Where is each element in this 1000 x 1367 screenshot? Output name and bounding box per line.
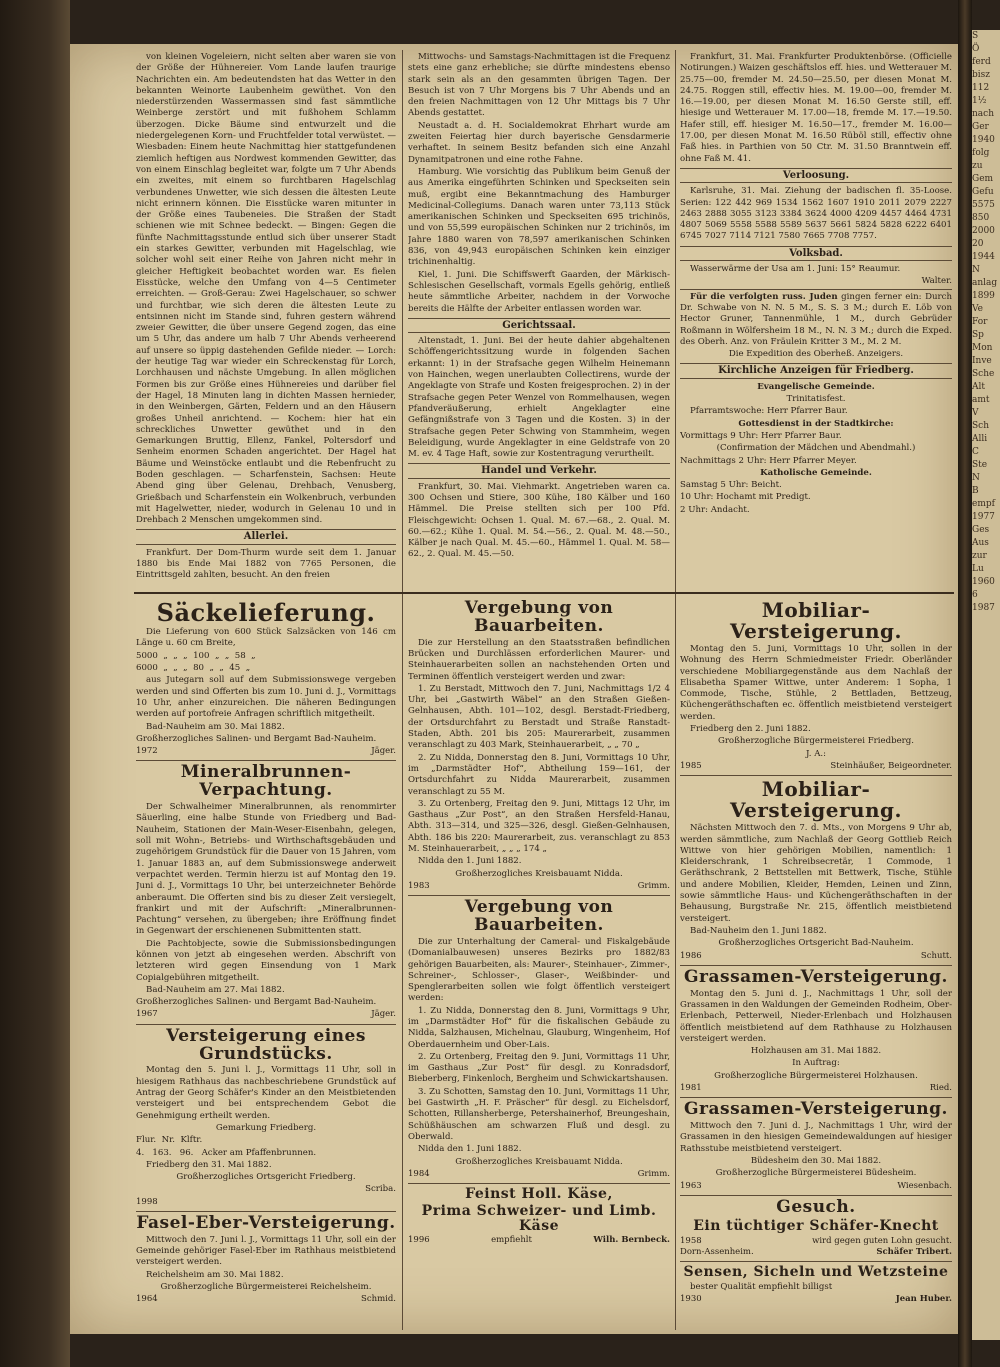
ad-fasel bbox=[136, 1215, 396, 1309]
fragment: S bbox=[972, 31, 979, 41]
ad-mobiliar-2 bbox=[680, 779, 952, 966]
fragment: Ges bbox=[972, 525, 990, 535]
ad-heading: Gesuch. bbox=[776, 1196, 856, 1217]
fragment: Ger bbox=[972, 122, 989, 132]
column-2-news bbox=[408, 52, 670, 600]
volksbad-heading: Volksbad. bbox=[680, 246, 952, 261]
ad-item: 1. Zu Nidda, Donnerstag den 8. Juni, Vormittags 9 Uhr, im „Darmstädter Hof“ für die fiskalischen Gebäude zu Nidda, Salzhausen, Michelnau, Glauburg, Wingenheim, Hof Oberdauernheim und Ober-Lais. bbox=[408, 1005, 670, 1050]
ad-signature: Großherzogliche Bürgermeisterei Büdesheim. bbox=[715, 1168, 917, 1179]
kath-line: 2 Uhr: Andacht. bbox=[680, 504, 750, 515]
fragment: Gem bbox=[972, 174, 994, 184]
ad-date: Friedberg den 31. Mai 1882. bbox=[146, 1159, 272, 1170]
ad-date: Bad-Nauheim den 1. Juni 1882. bbox=[690, 925, 827, 936]
ad-grassamen-2 bbox=[680, 1101, 952, 1196]
fragment: 6 bbox=[972, 590, 978, 600]
ad-signature: Großherzogliches Ortsgericht Bad-Nauheim. bbox=[718, 938, 914, 949]
ad-name: Scriba. bbox=[365, 1184, 396, 1195]
fragment: zur bbox=[972, 551, 987, 561]
fragment: 1977 bbox=[972, 512, 995, 522]
fragment: 1960 bbox=[972, 577, 995, 587]
ad-number: 1972 bbox=[136, 746, 158, 757]
ad-item: 2. Zu Nidda, Donnerstag den 8. Juni, Vormittags 10 Uhr, im „Darmstädter Hof“, Abtheilung 159—161, der Ortsdurchfahrt zu Nidda Maurerarbeit, zusammen veranschlagt zu 55 M. bbox=[408, 752, 670, 797]
ad-item: 2. Zu Ortenberg, Freitag den 9. Juni, Vormittags 11 Uhr, im Gasthaus „Zur Post“ für desgl. zu Konradsdorf, Bieberberg, Finkenloch, Bergheim und Schwickartshausen. bbox=[408, 1051, 670, 1085]
fragment: Sche bbox=[972, 369, 995, 379]
news-paragraph: Kiel, 1. Juni. Die Schiffswerft Gaarden, der Märkisch-Schlesischen Gesellschaft, vormals Egells gehörig, entließ heute sämmtliche Arbeiter, nachdem in der Vorwoche bereits die Hälfte der Arbeiter entlassen worden war. bbox=[408, 269, 670, 314]
fragment: 1987 bbox=[972, 603, 995, 613]
fragment: 850 bbox=[972, 213, 990, 223]
ad-bauarbeiten-1 bbox=[408, 600, 670, 896]
ad-date: Nidda den 1. Juni 1882. bbox=[418, 1144, 522, 1155]
ad-heading: Vergebung von Bauarbeiten. bbox=[464, 598, 614, 636]
ad-heading: Mobiliar-Versteigerung. bbox=[729, 777, 903, 823]
fragment: Alli bbox=[972, 434, 988, 444]
news-paragraph: Mittwochs- und Samstags-Nachmittagen ist die Frequenz stets eine ganz erhebliche; sie dürfte mindestens ebenso stark sein als an den gesammten übrigen Tagen. Der Besuch ist von 7 Uhr Morgens bis 7 Uhr Abends und an den freien Nachmittagen von 12 Uhr Mittags bis 7 Uhr Abends gestattet. bbox=[408, 52, 670, 119]
allerlei-text: Frankfurt. Der Dom-Thurm wurde seit dem 1. Januar 1880 bis Ende Mai 1882 von 7765 Personen, die Eintrittsgeld zahlten, besucht. An den freien bbox=[136, 547, 396, 581]
ad-signature: Großherzogliches Kreisbauamt Nidda. bbox=[455, 868, 623, 879]
fragment: Inve bbox=[972, 356, 992, 366]
ad-date: Bad-Nauheim am 27. Mai 1882. bbox=[146, 984, 285, 995]
ad-table-row: 4. 163. 96. Acker am Pfaffenbrunnen. bbox=[136, 1147, 317, 1158]
ad-signature: Großherzogliche Bürgermeisterei Holzhausen. bbox=[714, 1070, 918, 1081]
ad-text: Mittwoch den 7. Juni d. J., Nachmittags 1 Uhr, wird der Grassamen in den hiesigen Gemeindewaldungen auf hiesiger Rathsstube meistbietend versteigert. bbox=[680, 1121, 952, 1154]
kath-line: 10 Uhr: Hochamt mit Predigt. bbox=[680, 492, 811, 503]
ad-item: 3. Zu Schotten, Samstag den 10. Juni, Vormittags 11 Uhr, bei Gastwirth „H. F. Präscher“ für desgl. zu Eichelsdorf, Schotten, Rillansherberge, Petershainerhof, Breungeshain, Schüßhäuschen am schwarzen Fluß und desgl. zu Oberwald. bbox=[408, 1086, 670, 1142]
book-binding-left bbox=[0, 0, 70, 1367]
news-paragraph: Neustadt a. d. H. Socialdemokrat Ehrhart wurde am zweiten Feiertag hier durch bayerische Gensdarmerie verhaftet. In seinem Besitz befanden sich eine Anzahl Dynamitpatronen und eine rothe Fahne. bbox=[408, 120, 670, 165]
fragment: Sp bbox=[972, 330, 984, 340]
trinitatis: Trinitatisfest. bbox=[786, 394, 846, 405]
ad-date: Reichelsheim am 30. Mai 1882. bbox=[146, 1269, 284, 1280]
ad-name: Grimm. bbox=[637, 880, 670, 891]
fragment: nach bbox=[972, 109, 994, 119]
ad-number: 1967 bbox=[136, 1009, 158, 1020]
fragment: 2000 bbox=[972, 226, 995, 236]
fragment: Mon bbox=[972, 343, 993, 353]
ad-heading: Versteigerung eines Grundstücks. bbox=[166, 1025, 366, 1064]
fragment: 112 bbox=[972, 83, 990, 93]
ad-auftrag: In Auftrag: bbox=[792, 1058, 840, 1069]
fragment: 1944 bbox=[972, 252, 995, 262]
ad-signature: Großherzogliche Bürgermeisterei Friedberg. bbox=[717, 736, 915, 747]
fragment: V bbox=[972, 408, 979, 418]
fragment: zu bbox=[972, 161, 983, 171]
fragment: 1940 bbox=[972, 135, 995, 145]
ad-text: Die Lieferung von 600 Stück Salzsäcken von 146 cm Länge u. 60 cm Breite, bbox=[136, 627, 396, 649]
juden-signature: Die Expedition des Oberheß. Anzeigers. bbox=[728, 349, 904, 360]
ad-signature: Großherzogliches Salinen- und Bergamt Bad-Nauheim. bbox=[136, 997, 377, 1008]
fragment: N bbox=[972, 473, 980, 483]
gerichtssaal-text: Altenstadt, 1. Juni. Bei der heute dahier abgehaltenen Schöffengerichtssitzung wurde in folgenden Sachen erkannt: 1) in der Strafsache gegen Wilhelm Heinemann von Hainchen, wegen unerlaubten Collectirens, wurde der Angeklagte von Strafe und Kosten freigesprochen. 2) in der Strafsache gegen Peter Wenzel von Rommelhausen, wegen Pfandveräußerung, erhielt Angeklagter eine Gefängnißstrafe von 3 Tagen und die Kosten. 3) in der Strafsache gegen Peter Schwing von Stammheim, wegen Beleidigung, wurde Angeklagter in eine Geldstrafe von 20 M. ev. 4 Tage Haft, sowie zur Kostentragung verurtheilt. bbox=[408, 336, 670, 460]
ad-name: Schutt. bbox=[920, 950, 952, 961]
fragment: 20 bbox=[972, 239, 984, 249]
ad-text: Nächsten Mittwoch den 7. d. Mts., von Morgens 9 Uhr ab, werden sämmtliche, zum Nachlaß der Georg Gottlieb Reich Wittwe von hier gehörigen Mobilien, namentlich: 1 Kleiderschrank, 1 Schreibsecretär, 1 Commode, 1 Geräthschrank, 2 Bettstellen mit Bettwerk, Tische, Stühle und andere Mobilien, Kleider, Hemden, Leinen und Zinn, sowie sämmtliche Haus- und Küchengeräthschaften in der Behausung, Burgstraße Nr. 215, öffentlich meistbietend versteigert. bbox=[680, 823, 952, 924]
gottesdienst: Gottesdienst in der Stadtkirche: bbox=[738, 418, 894, 429]
ad-place: Dorn-Assenheim. bbox=[680, 1246, 754, 1257]
ad-text: bester Qualität empfiehlt billigst bbox=[690, 1281, 833, 1292]
ad-heading: Säckelieferung. bbox=[156, 598, 376, 627]
ad-text: Montag den 5. Juni d. J., Nachmittags 1 Uhr, soll der Grassamen in den Waldungen der Gemeinden Rodheim, Ober-Erlenbach, Petterweil, Nieder-Erlenbach und Holzhausen öffentlich meistbietend auf dem Rathhause zu Holzhausen versteigert werden. bbox=[680, 988, 952, 1044]
ad-name: Schmid. bbox=[361, 1294, 396, 1305]
volksbad-signature: Walter. bbox=[921, 276, 952, 287]
column-3-ads bbox=[680, 598, 952, 1328]
ad-text: Montag den 5. Juni, Vormittags 10 Uhr, sollen in der Wohnung des Herrn Schmiedmeister Friedr. Oberländer verschiedene Mobiliargegenstände aus dem Nachlaß der Elisabetha Spamer Wittwe, unter Anderem: 1 Sopha, 1 Commode, Tische, Stühle, 2 Bettladen, Bettzeug, Küchengeräthschaften ec. öffentlich meistbietend versteigert werden. bbox=[680, 644, 952, 722]
ad-number: 1930 bbox=[680, 1294, 702, 1305]
ad-name: Wilh. Bernbeck. bbox=[593, 1235, 670, 1246]
ad-number: 1983 bbox=[408, 880, 430, 891]
fragment: B bbox=[972, 486, 979, 496]
ad-line: 5000 „ „ „ 100 „ „ 58 „ bbox=[136, 650, 256, 661]
fragment: Ö bbox=[972, 44, 980, 54]
ad-gemarkung: Gemarkung Friedberg. bbox=[215, 1122, 317, 1133]
column-3-news bbox=[680, 52, 952, 600]
ad-number: 1963 bbox=[680, 1180, 702, 1191]
ad-signature: Großherzogliches Ortsgericht Friedberg. bbox=[176, 1172, 356, 1183]
news-paragraph: Hamburg. Wie vorsichtig das Publikum beim Genuß der aus Amerika eingeführten Schinken und Speckseiten sein muß, ergibt eine Bekanntmachung des Hamburger Medicinal-Collegiums. Danach waren unter 73,113 Stück amerikanischen Schinken und Speckseiten 695 trichinös, und von 55,599 europäischen Schinken nur 2 trichinös, im Jahre 1880 waren von 78,597 amerikanischen Schinken 836, von 49,943 europäischen Schinken kein einziger trichinenhaltig. bbox=[408, 166, 670, 268]
fragment: ferd bbox=[972, 57, 991, 67]
ad-name: Wiesenbach. bbox=[897, 1180, 952, 1191]
ad-text: Die Pachtobjecte, sowie die Submissionsbedingungen können von jetzt ab eingesehen werden. Abschrift von letzteren wird gegen Einsendung von 1 Mark Copialgebühren mitgetheilt. bbox=[136, 938, 396, 983]
juden-text: gingen ferner ein: Durch Dr. Schwabe von N. N. 5 M., S. S. 3 M.; durch E. Löb von Hector Gruner, Tannenmühle, 1 M., durch Gebrüder Roßmann in Wölfersheim 18 M., N. N. 3 M.; durch die Exped. des Oberh. Anz. von Fräulein Kritter 3 M., M. 2 M. bbox=[680, 291, 952, 347]
newspaper-page bbox=[70, 44, 958, 1334]
ad-heading: Sensen, Sicheln und Wetzsteine bbox=[683, 1264, 949, 1281]
weather-report: von kleinen Vogeleiern, nicht selten aber waren sie von der Größe der Hühnereier. Vom Lande laufen traurige Nachrichten ein. Am bedeutendsten hat das Wetter in den bekannten Weinorte Laubenheim gewüthet. Von den niederstürzenden Wassermassen sind fast sämmtliche Weinberge zerstört und mit fußhohem Schlamm überzogen. Dicke Bäume sind entwurzelt und die niedergelegenen Korn- und Fruchtfelder total verwüstet. — Wiesbaden: Einem heute Nachmittag hier stattgefundenen ziemlich heftigen aus Nordwest kommenden Gewitter, das von einem Einschlag begleitet war, folgte um 7 Uhr Abends ein zweites, mit einem so furchtbaren Hagelschlag verbundenes Unwetter, wie sich dessen die ältesten Leute nicht erinnern können. Die Eisstücke waren mitunter in der Größe eines Taubeneies. Die Straßen der Stadt schienen wie mit Schnee bedeckt. — Bingen: Gegen die fünfte Nachmittagsstunde entlud sich über unserer Stadt ein starkes Gewitter, verbunden mit Hagelschlag, wie solcher wohl seit einer Reihe von Jahren nicht mehr in gleicher Heftigkeit beobachtet worden war. Es fielen Eisstücke, welche den Umfang von 4—5 Centimeter erreichten. — Groß-Gerau: Zwei Hagelschauer, so schwer und furchtbar, wie sich deren die ältesten Leute zu entsinnen nicht im Stande sind, fuhren gestern während zweier Gewitter, die über unsere Gegend zogen, das eine um 5 Uhr, das andere um halb 7 Uhr Abends verheerend auf unsere so üppig dastehenden Gefilde nieder. — Lorch: der heutige Tag war wieder ein Schreckenstag für Lorch, Lorchhausen und nächste Umgebung. In allen möglichen Formen bis zur Größe eines Hühnereies und darüber fiel der Hagel, 18 Minuten lang in dichten Massen hernieder, in den Weinbergen, Gärten, Feldern und an den Häusern großes Unheil anrichtend. — Kochem: hier hat ein schreckliches Unwetter gewüthet und in den Gemarkungen Bruttig, Ellenz, Fankel, Poltersdorf und Senheim enormen Schaden angerichtet. Der Hagel hat Bäume und Weinstöcke entlaubt und die Rebenfrucht zu Boden geschlagen. — Scharfenstein, Sachsen: Heute Abend ging über Gelenau, Drehbach, Venusberg, Grießbach und Scharfenstein ein Wolkenbruch, verbunden mit Hagelwetter, nieder, wodurch in Gelenau 10 und in Drehbach 2 Menschen umgekommen sind. bbox=[136, 52, 396, 526]
ad-date: Holzhausen am 31. Mai 1882. bbox=[750, 1046, 882, 1057]
column-2-ads bbox=[408, 598, 670, 1328]
ad-heading: Feinst Holl. Käse, bbox=[465, 1186, 613, 1203]
pfarramt: Pfarramtswoche: Herr Pfarrer Baur. bbox=[690, 406, 848, 417]
ad-text: Die zur Unterhaltung der Cameral- und Fiskalgebäude (Domanialbauwesen) unseres Bezirks pro 1882/83 gehörigen Bauarbeiten, als: Maurer-, Steinhauer-, Zimmer-, Schreiner-, Schlosser-, Glaser-, Weißbinder- und Spenglerarbeiten sollen wie folgt öffentlich versteigert werden: bbox=[408, 936, 670, 1004]
fragment: N bbox=[972, 265, 980, 275]
kath-line: Samstag 5 Uhr: Beicht. bbox=[680, 480, 782, 491]
column-rule bbox=[402, 50, 403, 1330]
ad-number: 1985 bbox=[680, 760, 702, 771]
ad-ia: J. A.: bbox=[805, 748, 827, 759]
ad-name: Schäfer Tribert. bbox=[876, 1246, 952, 1257]
ad-number: 1958 bbox=[680, 1235, 702, 1246]
fragment: Lu bbox=[972, 564, 984, 574]
ad-date: Büdesheim den 30. Mai 1882. bbox=[750, 1156, 882, 1167]
gerichtssaal-heading: Gerichtssaal. bbox=[408, 318, 670, 333]
fragment: Ste bbox=[972, 460, 988, 470]
ad-signature: Großherzogliches Kreisbauamt Nidda. bbox=[455, 1156, 623, 1167]
fragment: Sch bbox=[972, 421, 990, 431]
fragment: For bbox=[972, 317, 988, 327]
ad-sensen bbox=[680, 1265, 952, 1308]
ad-text: Der Schwalheimer Mineralbrunnen, als renommirter Säuerling, eine halbe Stunde von Friedberg und Bad-Nauheim, Stationen der Main-Weser-Eisenbahn, gelegen, soll mit Wohn-, Betriebs- und Wirthschaftsgebäuden und zugehörigem Grundstück für die Dauer von 15 Jahren, vom 1. Januar 1883 an, auf dem Submissionswege anderweit verpachtet werden. Termin hierzu ist auf Montag den 19. Juni d. J., Vormittags 10 Uhr, bei unterzeichneter Behörde anberaumt. Die Offerten sind bis zu dieser Zeit versiegelt, frankirt und mit der Aufschrift: „Mineralbrunnen-Pachtung“ versehen, zu übergeben; ihre Eröffnung findet in Gegenwart der erschienenen Submittenten statt. bbox=[136, 802, 396, 937]
fragment: amt bbox=[972, 395, 990, 405]
column-rule bbox=[675, 50, 676, 1330]
juden-heading: Für die verfolgten russ. Juden bbox=[690, 291, 838, 302]
ad-date: Nidda den 1. Juni 1882. bbox=[418, 856, 522, 867]
ad-gesuch bbox=[680, 1196, 952, 1262]
book-gutter bbox=[958, 0, 972, 1367]
ad-number: 1984 bbox=[408, 1168, 430, 1179]
fragment: Gefu bbox=[972, 187, 994, 197]
handel-text: Frankfurt, 30. Mai. Viehmarkt. Angetrieben waren ca. 300 Ochsen und Stiere, 300 Kühe, 180 Kälber und 160 Hämmel. Die Preise stellten sich per 100 Pfd. Fleischgewicht: Ochsen 1. Qual. M. 67.—68., 2. Qual. M. 60.—62.; Kühe 1. Qual. M. 54.—56., 2. Qual. M. 48.—50., Kälber je nach Qual. M. 45.—60., Hämmel 1. Qual. M. 58—62., 2. Qual. M. 45.—50. bbox=[408, 481, 670, 560]
ad-name: Ried. bbox=[929, 1083, 952, 1094]
fragment: Alt bbox=[972, 382, 985, 392]
ad-date: Bad-Nauheim am 30. Mai 1882. bbox=[146, 721, 285, 732]
ad-date: Friedberg den 2. Juni 1882. bbox=[690, 724, 811, 735]
fragment: 1½ bbox=[972, 96, 987, 106]
fragment: Ve bbox=[972, 304, 983, 314]
ad-note: empfiehlt bbox=[491, 1235, 532, 1246]
ad-heading: Fasel-Eber-Versteigerung. bbox=[136, 1213, 396, 1234]
ad-mineral bbox=[136, 764, 396, 1024]
column-1-news bbox=[136, 52, 396, 600]
ad-text: wird gegen guten Lohn gesucht. bbox=[812, 1235, 952, 1246]
ad-table-header: Flur. Nr. Klftr. bbox=[136, 1135, 203, 1146]
ad-name: Jean Huber. bbox=[895, 1294, 952, 1305]
confirmation: (Confirmation der Mädchen und Abendmahl.) bbox=[716, 443, 916, 454]
ad-subheading: Ein tüchtiger Schäfer-Knecht bbox=[693, 1217, 939, 1234]
verloosung-heading: Verloosung. bbox=[680, 168, 952, 183]
ad-number: 1986 bbox=[680, 950, 702, 961]
ad-heading: Mineralbrunnen-Verpachtung. bbox=[180, 762, 352, 801]
ad-kaese bbox=[408, 1187, 670, 1249]
evang-heading: Evangelische Gemeinde. bbox=[757, 381, 875, 392]
ad-text: aus Jutegarn soll auf dem Submissionswege vergeben werden und sind Offerten bis zum 10. Juni d. J., Vormittags 10 Uhr, anher einzureichen. Die näheren Bedingungen werden auf portofreie Anfragen schriftlich mitgetheilt. bbox=[136, 675, 396, 720]
ad-name: Steinhäußer, Beigeordneter. bbox=[830, 760, 952, 771]
produkten-text: Frankfurt, 31. Mai. Frankfurter Produktenbörse. (Officielle Notirungen.) Waizen geschäftslos eff. hies. und Wetterauer M. 25.75—00, fremder M. 24.50—25.50, per diesen Monat M. 24.75. Roggen still, effectiv hies. M. 19.00—00, fremder M. 16.—19.00, per diesen Monat M. 16.50 Gerste still, eff. hiesige und Wetterauer M. 17.00—18, fremde M. 17.—19.50. Hafer still, eff. hiesiger M. 16.50—17., fremder M. 16.00—17.00, per diesen Monat M. 16.50 Rüböl still, effectiv ohne Faß hies. in Parthien von 50 Ctr. M. 31.50 Branntwein eff. ohne Faß M. 41. bbox=[680, 52, 952, 164]
next-page-edge bbox=[972, 30, 1000, 1340]
fragment: bisz bbox=[972, 70, 990, 80]
fragment: C bbox=[972, 447, 979, 457]
ad-mobiliar-1 bbox=[680, 600, 952, 776]
allerlei-heading: Allerlei. bbox=[136, 529, 396, 544]
fragment: 1899 bbox=[972, 291, 995, 301]
ad-number: 1996 bbox=[408, 1235, 430, 1246]
ad-name: Jäger. bbox=[371, 746, 396, 757]
column-1-ads bbox=[136, 598, 396, 1328]
ad-signature: Großherzogliche Bürgermeisterei Reichelsheim. bbox=[160, 1282, 372, 1293]
ad-name: Jäger. bbox=[371, 1009, 396, 1020]
fragment: 5575 bbox=[972, 200, 995, 210]
fragment: empf bbox=[972, 499, 995, 509]
ad-text: Die zur Herstellung an den Staatsstraßen befindlichen Brücken und Durchlässen erforderlichen Maurer- und Steinhauerarbeiten sollen an nachstehenden Orten und Terminen öffentlich versteigert werden und zwar: bbox=[408, 637, 670, 682]
ad-saecke bbox=[136, 600, 396, 761]
ad-grundstueck bbox=[136, 1025, 396, 1212]
ad-name: Grimm. bbox=[637, 1168, 670, 1179]
ad-number: 1964 bbox=[136, 1294, 158, 1305]
kath-heading: Katholische Gemeinde. bbox=[760, 467, 872, 478]
ad-text: Montag den 5. Juni l. J., Vormittags 11 Uhr, soll in hiesigem Rathhaus das nachbeschriebene Grundstück auf Antrag der Georg Schäfer's Kinder an den Meistbietenden versteigert und bei entsprechendem Gebot die Genehmigung ertheilt werden. bbox=[136, 1065, 396, 1121]
volksbad-text: Wasserwärme der Usa am 1. Juni: 15° Reaumur. bbox=[690, 264, 901, 275]
ad-grassamen-1 bbox=[680, 966, 952, 1099]
vormittags: Vormittags 9 Uhr: Herr Pfarrer Baur. bbox=[680, 430, 842, 441]
ad-number: 1998 bbox=[136, 1196, 158, 1207]
kirchliche-heading: Kirchliche Anzeigen für Friedberg. bbox=[680, 363, 952, 378]
nachmittags: Nachmittags 2 Uhr: Herr Pfarrer Meyer. bbox=[680, 455, 857, 466]
ad-heading: Grassamen-Versteigerung. bbox=[684, 966, 948, 987]
ad-heading: Prima Schweizer- und Limb. Käse bbox=[421, 1202, 657, 1234]
ad-text: Mittwoch den 7. Juni l. J., Vormittags 11 Uhr, soll ein der Gemeinde gehöriger Fasel-Eber im Rathhaus meistbietend versteigert werden. bbox=[136, 1234, 396, 1268]
ad-number: 1981 bbox=[680, 1083, 702, 1094]
verloosung-text: Karlsruhe, 31. Mai. Ziehung der badischen fl. 35-Loose. Serien: 122 442 969 1534 1562 1607 1910 2011 2079 2227 2463 2888 3055 3123 3384 3624 4000 4209 4457 4464 4731 4807 5069 5558 5588 5589 5637 5661 5824 5828 6222 6401 6745 7027 7114 7121 7580 7665 7708 7757. bbox=[680, 186, 952, 242]
fragment: Aus bbox=[972, 538, 989, 548]
fragment: anlag bbox=[972, 278, 998, 288]
ad-line: 6000 „ „ „ 80 „ „ 45 „ bbox=[136, 663, 251, 674]
ad-item: 1. Zu Berstadt, Mittwoch den 7. Juni, Nachmittags 1/2 4 Uhr, bei „Gastwirth Wäbel“ an den Straßen Gießen-Gelnhausen, Abth. 101—102, desgl. Berstadt-Friedberg, der Ortsdurchfahrt zu Berstadt und Straße Ranstadt-Staden, Abth. 201 bis 205: Maurerarbeit, zusammen veranschlagt zu 403 Mark, Steinhauerarbeit, „ „ 70 „ bbox=[408, 683, 670, 751]
ad-heading: Mobiliar-Versteigerung. bbox=[729, 598, 903, 643]
handel-heading: Handel und Verkehr. bbox=[408, 463, 670, 478]
ad-bauarbeiten-2 bbox=[408, 899, 670, 1184]
ad-heading: Vergebung von Bauarbeiten. bbox=[464, 897, 614, 936]
fragment: folg bbox=[972, 148, 990, 158]
ad-heading: Grassamen-Versteigerung. bbox=[684, 1099, 948, 1120]
ad-signature: Großherzogliches Salinen- und Bergamt Bad-Nauheim. bbox=[136, 733, 377, 744]
ad-item: 3. Zu Ortenberg, Freitag den 9. Juni, Mittags 12 Uhr, im Gasthaus „Zur Post“, an den Straßen Hersfeld-Hanau, Abth. 313—314, und 325—326, desgl. Gießen-Gelnhausen, Abth. 186 bis 220: Maurerarbeit, zus. veranschlagt zu 853 M. Steinhauerarbeit, „ „ „ 174 „ bbox=[408, 798, 670, 855]
